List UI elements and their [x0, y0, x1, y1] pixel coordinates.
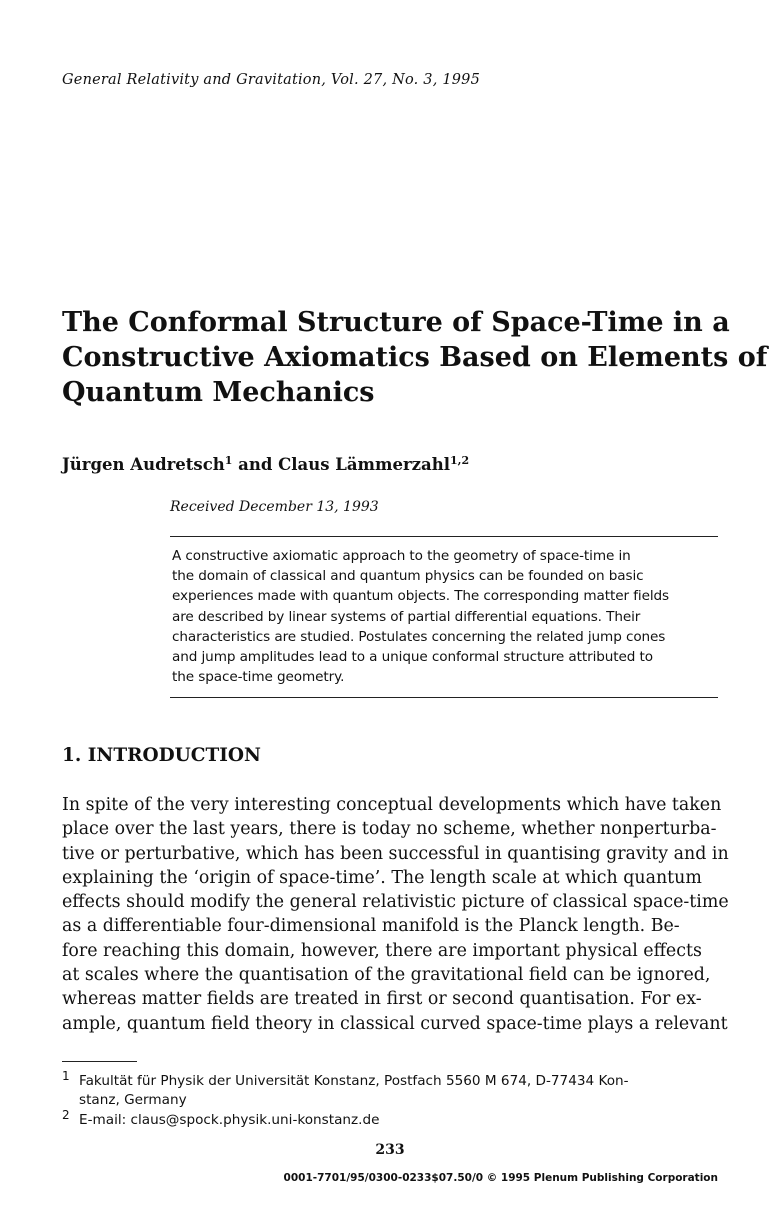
body-paragraph [62, 793, 729, 1036]
body-line: In spite of the very interesting conceptual developments which have taken [62, 795, 722, 815]
author-affiliation-mark: 1,2 [450, 454, 470, 467]
footnote-line: E-mail: claus@spock.physik.uni-konstanz.de [79, 1112, 380, 1128]
footnote-mark: 2 [62, 1108, 70, 1122]
abstract-line: are described by linear systems of partial differential equations. Their [172, 608, 641, 625]
title-line: Quantum Mechanics [62, 377, 375, 408]
body-line: as a differentiable four-dimensional manifold is the Planck length. Be- [62, 916, 680, 937]
footnote-line: Fakultät für Physik der Universität Konstanz, Postfach 5560 M 674, D-77434 Kon- [79, 1073, 629, 1089]
footnote-2 [62, 1108, 722, 1130]
author-connector: and [232, 455, 279, 474]
abstract [172, 546, 718, 687]
abstract-line: experiences made with quantum objects. The corresponding matter fields [172, 588, 670, 605]
abstract-line: the space-time geometry. [172, 669, 345, 686]
author-affiliation-mark: 1 [224, 454, 233, 467]
body-line: place over the last years, there is today no scheme, whether nonperturba- [62, 819, 717, 840]
author-list [62, 455, 469, 474]
received-date: Received December 13, 1993 [170, 499, 379, 515]
footnote-line: stanz, Germany [79, 1092, 187, 1108]
abstract-top-rule [170, 536, 718, 537]
abstract-line: the domain of classical and quantum physics can be founded on basic [172, 568, 644, 585]
author-name: Claus Lämmerzahl [278, 455, 450, 474]
body-line: effects should modify the general relativistic picture of classical space-time [62, 892, 729, 913]
body-line: tive or perturbative, which has been successful in quantising gravity and in [62, 843, 729, 864]
body-line: whereas matter fields are treated in first or second quantisation. For ex- [62, 989, 702, 1010]
body-line: explaining the ‘origin of space-time’. The length scale at which quantum [62, 867, 702, 888]
title-line: Constructive Axiomatics Based on Elements of [62, 342, 768, 373]
author-name: Jürgen Audretsch [62, 455, 225, 474]
footnote-1 [62, 1069, 722, 1110]
page-number: 233 [375, 1142, 405, 1158]
abstract-line: A constructive axiomatic approach to the geometry of space-time in [172, 548, 631, 564]
body-line: ample, quantum field theory in classical curved space-time plays a relevant [62, 1013, 728, 1034]
paper-title [62, 305, 768, 410]
journal-citation: General Relativity and Gravitation, Vol. 27, No. 3, 1995 [62, 72, 481, 88]
footnote-rule [62, 1061, 137, 1062]
title-line: The Conformal Structure of Space-Time in a [62, 307, 730, 338]
copyright-line: 0001-7701/95/0300-0233$07.50/0 © 1995 Plenum Publishing Corporation [283, 1172, 718, 1184]
abstract-line: and jump amplitudes lead to a unique conformal structure attributed to [172, 649, 653, 666]
section-heading: 1. INTRODUCTION [62, 745, 261, 766]
body-line: at scales where the quantisation of the gravitational field can be ignored, [62, 965, 711, 986]
abstract-line: characteristics are studied. Postulates concerning the related jump cones [172, 628, 666, 645]
footnote-mark: 1 [62, 1069, 70, 1083]
abstract-bottom-rule [170, 697, 718, 698]
body-line: fore reaching this domain, however, there are important physical effects [62, 940, 702, 961]
